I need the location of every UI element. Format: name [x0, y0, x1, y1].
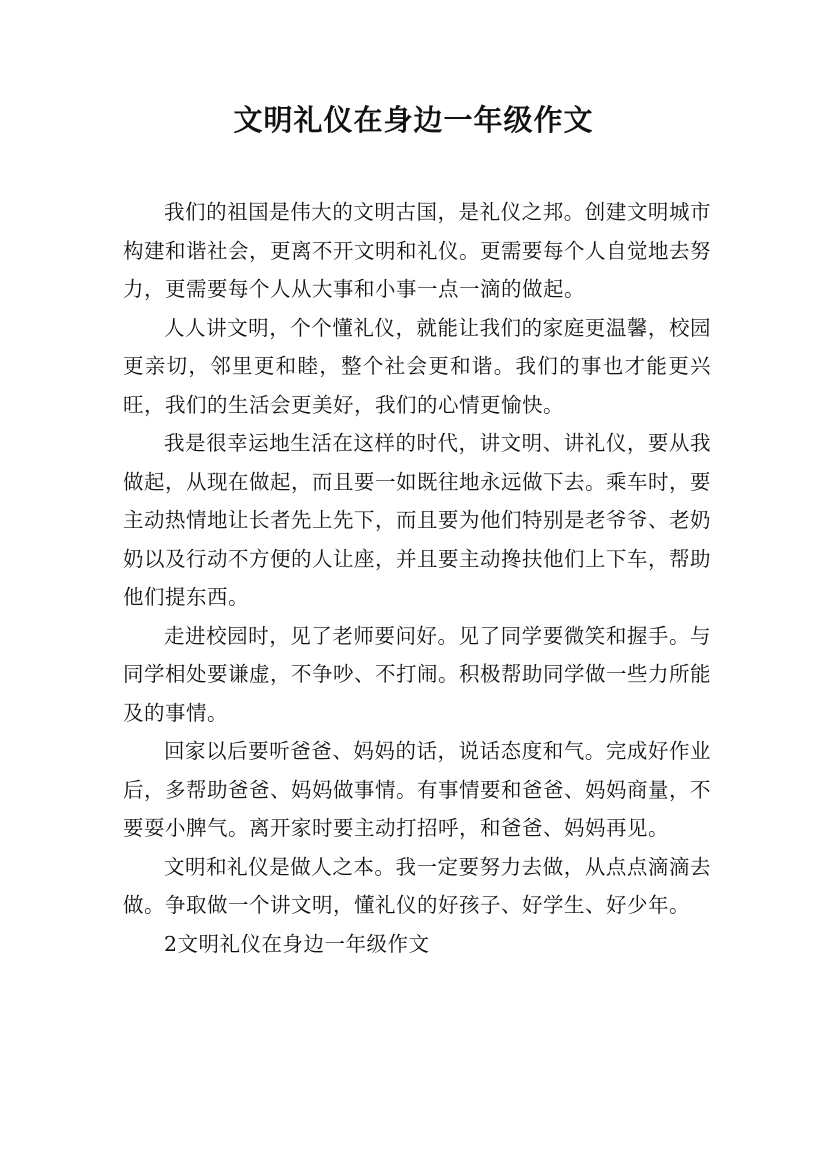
paragraph-2: 人人讲文明，个个懂礼仪，就能让我们的家庭更温馨，校园更亲切，邻里更和睦，整个社会更和谐。我们的事也才能更兴旺，我们的生活会更美好，我们的心情更愉快。	[123, 315, 711, 417]
document-title: 文明礼仪在身边一年级作文	[233, 103, 594, 137]
essay-body	[123, 193, 711, 963]
paragraph-1: 我们的祖国是伟大的文明古国，是礼仪之邦。创建文明城市构建和谐社会，更离不开文明和礼仪。更需要每个人自觉地去努力，更需要每个人从大事和小事一点一滴的做起。	[123, 200, 711, 301]
paragraph-4: 走进校园时，见了老师要问好。见了同学要微笑和握手。与同学相处要谦虚，不争吵、不打闹。积极帮助同学做一些力所能及的事情。	[123, 623, 711, 725]
paragraph-6: 文明和礼仪是做人之本。我一定要努力去做，从点点滴滴去做。争取做一个讲文明，懂礼仪的好孩子、好学生、好少年。	[123, 854, 711, 917]
next-essay-heading: 2文明礼仪在身边一年级作文	[164, 931, 430, 956]
paragraph-3: 我是很幸运地生活在这样的时代，讲文明、讲礼仪，要从我做起，从现在做起，而且要一如既往地永远做下去。乘车时，要主动热情地让长者先上先下，而且要为他们特别是老爷爷、老奶奶以及行动不方便的人让座，并且要主动搀扶他们上下车，帮助他们提东西。	[123, 431, 711, 609]
paragraph-5: 回家以后要听爸爸、妈妈的话，说话态度和气。完成好作业后，多帮助爸爸、妈妈做事情。有事情要和爸爸、妈妈商量，不要耍小脾气。离开家时要主动打招呼，和爸爸、妈妈再见。	[123, 739, 711, 840]
